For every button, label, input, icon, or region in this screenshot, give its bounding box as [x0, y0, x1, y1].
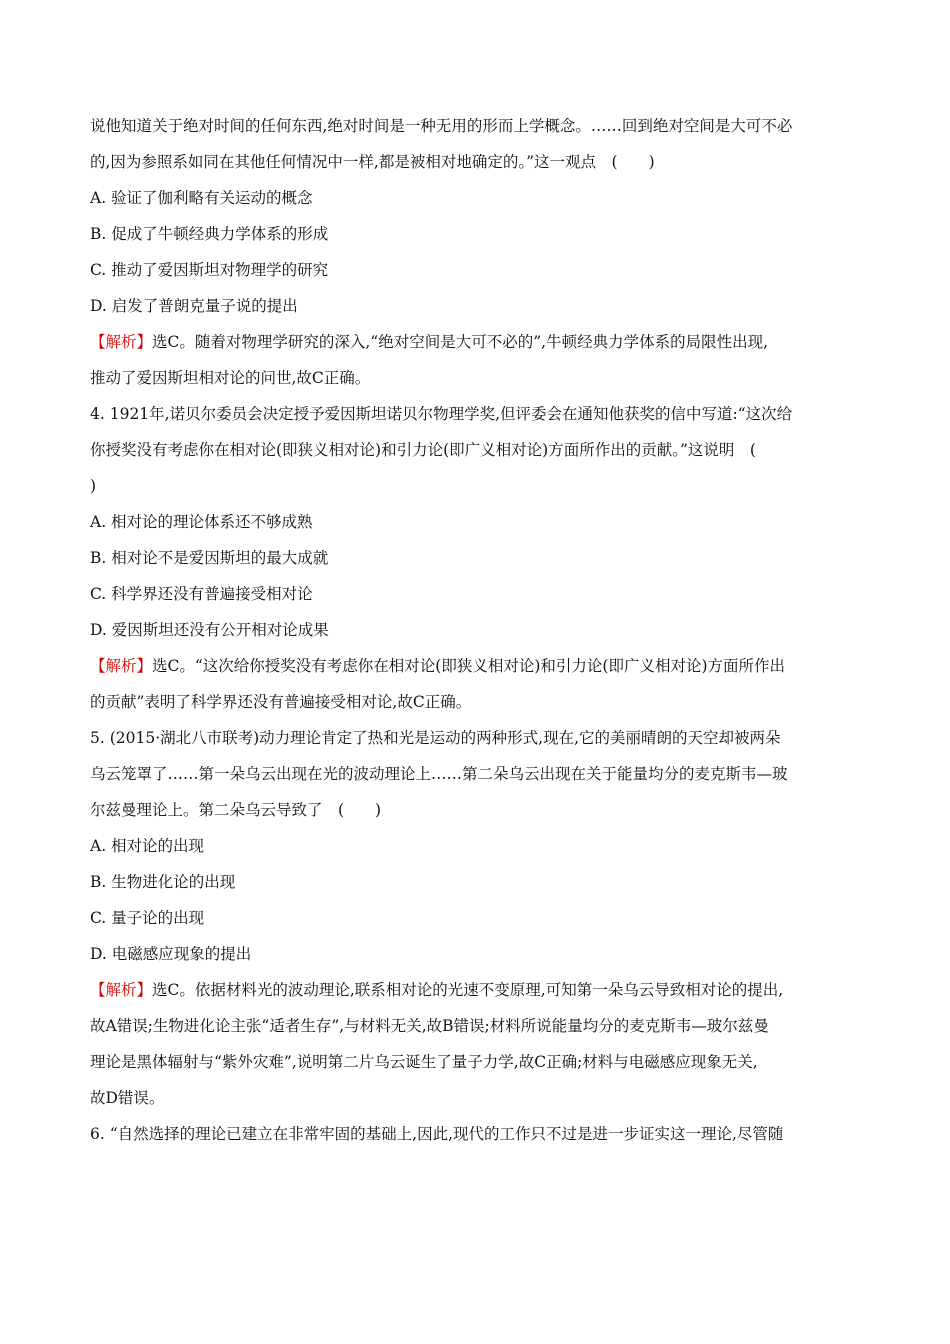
option-d: D. 电磁感应现象的提出 — [90, 945, 252, 963]
analysis-text: 故A错误;生物进化论主张“适者生存”,与材料无关,故B错误;材料所说能量均分的麦克斯韦—玻尔兹曼 — [90, 1017, 769, 1035]
option-c: C. 量子论的出现 — [90, 909, 205, 927]
option-d: D. 爱因斯坦还没有公开相对论成果 — [90, 621, 329, 639]
analysis-tag: 【解析】 — [90, 981, 153, 999]
text-line: 说他知道关于绝对时间的任何东西,绝对时间是一种无用的形而上学概念。……回到绝对空间是大可不必 — [90, 117, 793, 135]
option-a: A. 验证了伽利略有关运动的概念 — [90, 189, 313, 207]
analysis-tag: 【解析】 — [90, 657, 153, 675]
analysis-text: 选C。随着对物理学研究的深入,“绝对空间是大可不必的”,牛顿经典力学体系的局限性出现, — [152, 333, 769, 351]
analysis-text: 推动了爱因斯坦相对论的问世,故C正确。 — [90, 369, 371, 387]
analysis-text: 选C。依据材料光的波动理论,联系相对论的光速不变原理,可知第一朵乌云导致相对论的提出, — [152, 981, 784, 999]
option-b: B. 相对论不是爱因斯坦的最大成就 — [90, 549, 329, 567]
text-line: 尔兹曼理论上。第二朵乌云导致了 ( ) — [90, 801, 382, 819]
text-line: ) — [90, 477, 97, 495]
option-b: B. 生物进化论的出现 — [90, 873, 236, 891]
option-a: A. 相对论的理论体系还不够成熟 — [90, 513, 313, 531]
analysis-tag: 【解析】 — [90, 333, 153, 351]
option-b: B. 促成了牛顿经典力学体系的形成 — [90, 225, 329, 243]
question-5: 5. (2015·湖北八市联考)动力理论肯定了热和光是运动的两种形式,现在,它的美丽晴朗的天空却被两朵 — [90, 729, 781, 747]
option-c: C. 推动了爱因斯坦对物理学的研究 — [90, 261, 329, 279]
analysis-text: 故D错误。 — [90, 1089, 165, 1107]
analysis-text: 理论是黑体辐射与“紫外灾难”,说明第二片乌云诞生了量子力学,故C正确;材料与电磁感应现象无关, — [90, 1053, 758, 1071]
option-d: D. 启发了普朗克量子说的提出 — [90, 297, 298, 315]
analysis-line — [90, 972, 862, 1008]
text-line: 的,因为参照系如同在其他任何情况中一样,都是被相对地确定的。”这一观点 ( ) — [90, 153, 655, 171]
document-page — [90, 108, 862, 1152]
text-line: 乌云笼罩了……第一朵乌云出现在光的波动理论上……第二朵乌云出现在关于能量均分的麦克斯韦—玻 — [90, 765, 788, 783]
option-a: A. 相对论的出现 — [90, 837, 205, 855]
analysis-text: 的贡献”表明了科学界还没有普遍接受相对论,故C正确。 — [90, 693, 472, 711]
option-c: C. 科学界还没有普遍接受相对论 — [90, 585, 313, 603]
analysis-line — [90, 648, 862, 684]
text-line: 你授奖没有考虑你在相对论(即狭义相对论)和引力论(即广义相对论)方面所作出的贡献。”这说明 ( — [90, 441, 756, 459]
analysis-line — [90, 324, 862, 360]
analysis-text: 选C。“这次给你授奖没有考虑你在相对论(即狭义相对论)和引力论(即广义相对论)方面所作出 — [152, 657, 785, 675]
question-6: 6. “自然选择的理论已建立在非常牢固的基础上,因此,现代的工作只不过是进一步证实这一理论,尽管随 — [90, 1125, 784, 1143]
question-4: 4. 1921年,诺贝尔委员会决定授予爱因斯坦诺贝尔物理学奖,但评委会在通知他获奖的信中写道:“这次给 — [90, 405, 793, 423]
